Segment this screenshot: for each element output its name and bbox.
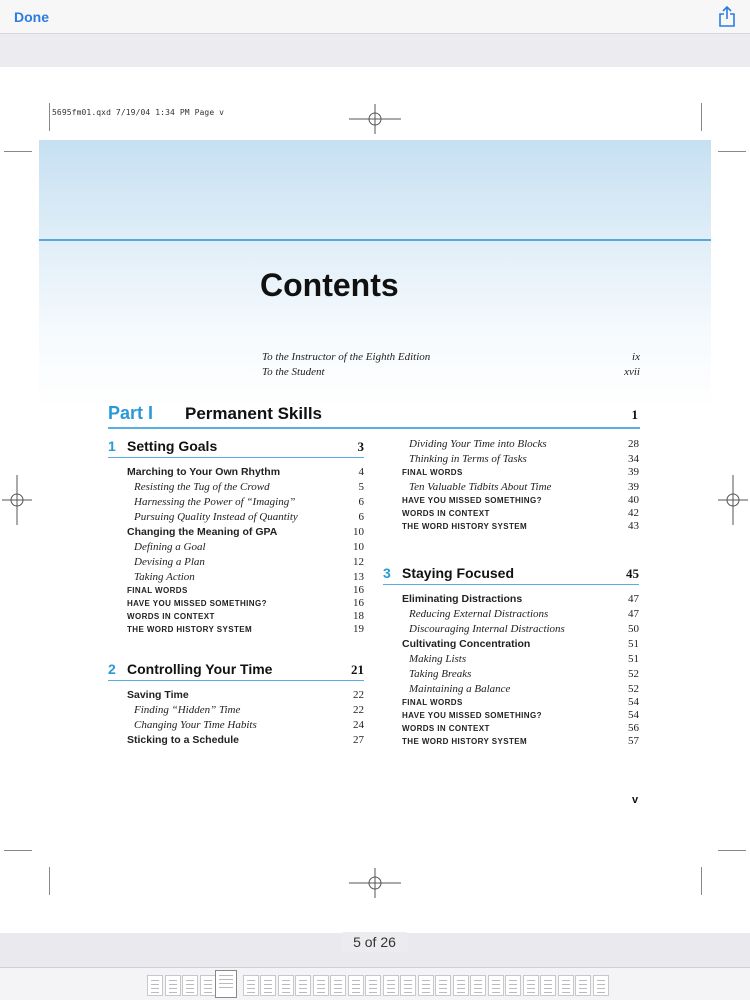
page-thumbnail[interactable] bbox=[383, 975, 399, 996]
share-icon[interactable] bbox=[718, 6, 736, 28]
chapter-entry-list bbox=[402, 437, 639, 534]
toc-entry-label: THE WORD HISTORY SYSTEM bbox=[127, 625, 253, 634]
toc-entry bbox=[127, 611, 364, 624]
toc-entry-label: Eliminating Distractions bbox=[402, 593, 523, 605]
chapter-heading bbox=[383, 563, 639, 585]
toc-entry-page: 6 bbox=[358, 511, 364, 523]
page-thumbnail[interactable] bbox=[330, 975, 346, 996]
page-thumbnail[interactable] bbox=[313, 975, 329, 996]
toc-entry bbox=[402, 710, 639, 723]
toc-entry-label: Harnessing the Power of “Imaging” bbox=[134, 496, 296, 508]
front-matter-page: xvii bbox=[624, 366, 640, 378]
crop-mark bbox=[49, 103, 50, 131]
toc-entry bbox=[402, 495, 639, 508]
toc-entry bbox=[127, 495, 364, 510]
chapter-entry-list bbox=[402, 592, 639, 749]
page-thumbnail[interactable] bbox=[295, 975, 311, 996]
toc-entry bbox=[402, 480, 639, 495]
page-title: Contents bbox=[260, 267, 399, 303]
toc-entry bbox=[402, 736, 639, 749]
crop-mark bbox=[701, 867, 702, 895]
toc-entry-page: 57 bbox=[628, 735, 639, 747]
toc-entry-page: 42 bbox=[628, 507, 639, 519]
toc-entry bbox=[402, 521, 639, 534]
toc-entry-page: 4 bbox=[358, 466, 364, 478]
toc-entry bbox=[127, 718, 364, 733]
chapter-entry-list bbox=[127, 688, 364, 748]
toc-entry-label: Defining a Goal bbox=[134, 541, 206, 553]
toc-entry-page: 51 bbox=[628, 653, 639, 665]
toc-entry-label: FINAL WORDS bbox=[127, 586, 188, 595]
chapter-title: Controlling Your Time bbox=[127, 661, 273, 677]
crop-mark bbox=[718, 850, 746, 851]
toc-entry bbox=[402, 592, 639, 607]
toc-entry bbox=[402, 637, 639, 652]
document-page[interactable] bbox=[0, 67, 750, 933]
printer-slug: 5695fm01.qxd 7/19/04 1:34 PM Page v bbox=[52, 108, 225, 117]
chapter-title: Staying Focused bbox=[402, 565, 515, 581]
toc-entry bbox=[402, 607, 639, 622]
crop-mark bbox=[4, 151, 32, 152]
page-folio: v bbox=[632, 794, 639, 806]
toc-entry-page: 39 bbox=[628, 481, 639, 493]
page-thumbnail[interactable] bbox=[365, 975, 381, 996]
toc-entry-label: Devising a Plan bbox=[134, 556, 205, 568]
toc-entry-label: FINAL WORDS bbox=[402, 468, 463, 477]
toc-entry-label: Marching to Your Own Rhythm bbox=[127, 466, 281, 478]
registration-mark-icon bbox=[349, 104, 401, 134]
thumbnail-strip[interactable] bbox=[0, 967, 750, 1000]
front-matter-entry bbox=[262, 366, 640, 378]
toc-entry bbox=[127, 510, 364, 525]
toc-entry bbox=[127, 570, 364, 585]
toc-entry-page: 54 bbox=[628, 709, 639, 721]
toc-entry-page: 13 bbox=[353, 571, 364, 583]
toc-entry-label: HAVE YOU MISSED SOMETHING? bbox=[402, 496, 542, 505]
toc-entry-page: 47 bbox=[628, 593, 639, 605]
chapter-title: Setting Goals bbox=[127, 438, 218, 454]
page-thumbnail[interactable] bbox=[558, 975, 574, 996]
toc-entry-label: Resisting the Tug of the Crowd bbox=[134, 481, 270, 493]
toc-entry-page: 10 bbox=[353, 541, 364, 553]
toc-entry-label: Taking Breaks bbox=[409, 668, 472, 680]
toc-entry bbox=[402, 437, 639, 452]
toc-entry-label: Sticking to a Schedule bbox=[127, 734, 240, 746]
toc-entry-label: WORDS IN CONTEXT bbox=[402, 724, 490, 733]
toc-entry-label: Taking Action bbox=[134, 571, 195, 583]
page-thumbnail[interactable] bbox=[453, 975, 469, 996]
toc-entry-page: 10 bbox=[353, 526, 364, 538]
page-thumbnail[interactable] bbox=[200, 975, 216, 996]
registration-mark-icon bbox=[2, 475, 32, 525]
chapter-number: 3 bbox=[383, 565, 391, 581]
toc-entry-label: Making Lists bbox=[409, 653, 467, 665]
toc-entry bbox=[127, 555, 364, 570]
toc-entry-label: Changing the Meaning of GPA bbox=[127, 526, 278, 538]
banner-rule bbox=[39, 239, 711, 241]
chapter-page: 3 bbox=[357, 439, 364, 454]
toc-entry-label: WORDS IN CONTEXT bbox=[402, 509, 490, 518]
registration-mark-icon bbox=[349, 868, 401, 898]
front-matter-entry bbox=[262, 351, 640, 363]
page-thumbnail[interactable] bbox=[575, 975, 591, 996]
page-thumbnail[interactable] bbox=[593, 975, 609, 996]
page-thumbnail[interactable] bbox=[523, 975, 539, 996]
toc-entry-page: 50 bbox=[628, 623, 639, 635]
toc-entry bbox=[402, 452, 639, 467]
toc-entry-label: THE WORD HISTORY SYSTEM bbox=[402, 522, 528, 531]
chapter-number: 2 bbox=[108, 661, 116, 677]
part-title: Permanent Skills bbox=[185, 404, 323, 423]
toc-entry bbox=[127, 688, 364, 703]
toc-entry-label: Cultivating Concentration bbox=[402, 638, 531, 650]
toc-entry bbox=[127, 480, 364, 495]
toc-entry-page: 47 bbox=[628, 608, 639, 620]
toc-entry-label: Reducing External Distractions bbox=[409, 608, 549, 620]
toc-entry-page: 39 bbox=[628, 466, 639, 478]
toc-entry-page: 24 bbox=[353, 719, 364, 731]
part-page: 1 bbox=[631, 407, 638, 422]
toc-entry-label: Changing Your Time Habits bbox=[134, 719, 257, 731]
crop-mark bbox=[49, 867, 50, 895]
toc-entry bbox=[402, 682, 639, 697]
page-thumbnail[interactable] bbox=[165, 975, 181, 996]
page-thumbnail[interactable] bbox=[147, 975, 163, 996]
toc-entry-label: Saving Time bbox=[127, 689, 189, 701]
toc-entry-page: 52 bbox=[628, 683, 639, 695]
toc-entry bbox=[402, 652, 639, 667]
toc-entry-label: Thinking in Terms of Tasks bbox=[409, 453, 527, 465]
toc-entry bbox=[402, 622, 639, 637]
page-thumbnail[interactable] bbox=[400, 975, 416, 996]
front-matter-label: To the Student bbox=[262, 366, 325, 378]
viewer-background bbox=[0, 34, 750, 67]
toc-entry-page: 5 bbox=[358, 481, 364, 493]
toc-entry bbox=[402, 667, 639, 682]
toc-entry-label: FINAL WORDS bbox=[402, 698, 463, 707]
front-matter-page: ix bbox=[632, 351, 640, 363]
page-thumbnail[interactable] bbox=[215, 970, 237, 998]
front-matter-label: To the Instructor of the Eighth Edition bbox=[262, 351, 431, 363]
chapter-page: 21 bbox=[351, 662, 364, 677]
page-thumbnail[interactable] bbox=[182, 975, 198, 996]
toc-entry-label: WORDS IN CONTEXT bbox=[127, 612, 215, 621]
chapter-number: 1 bbox=[108, 438, 116, 454]
toc-entry-label: Finding “Hidden” Time bbox=[134, 704, 241, 716]
toc-entry-page: 34 bbox=[628, 453, 639, 465]
toc-entry bbox=[402, 697, 639, 710]
toc-entry-page: 6 bbox=[358, 496, 364, 508]
chapter-heading bbox=[108, 436, 364, 458]
page-thumbnail[interactable] bbox=[540, 975, 556, 996]
toc-entry-page: 16 bbox=[353, 584, 364, 596]
toc-entry-label: Discouraging Internal Distractions bbox=[409, 623, 565, 635]
toc-entry-page: 51 bbox=[628, 638, 639, 650]
toc-entry bbox=[127, 585, 364, 598]
crop-mark bbox=[4, 850, 32, 851]
toc-entry-page: 18 bbox=[353, 610, 364, 622]
page-thumbnail[interactable] bbox=[243, 975, 259, 996]
toc-entry bbox=[127, 540, 364, 555]
toc-entry bbox=[402, 508, 639, 521]
toc-entry bbox=[127, 465, 364, 480]
page-thumbnail[interactable] bbox=[470, 975, 486, 996]
page-thumbnail[interactable] bbox=[505, 975, 521, 996]
chapter-entry-list bbox=[127, 465, 364, 637]
registration-mark-icon bbox=[718, 475, 748, 525]
page-thumbnail[interactable] bbox=[260, 975, 276, 996]
page-thumbnail[interactable] bbox=[418, 975, 434, 996]
toc-entry-page: 22 bbox=[353, 704, 364, 716]
toc-entry-page: 54 bbox=[628, 696, 639, 708]
toc-entry bbox=[127, 624, 364, 637]
page-counter: 5 of 26 bbox=[341, 932, 408, 952]
toc-entry-page: 12 bbox=[353, 556, 364, 568]
toc-entry bbox=[127, 598, 364, 611]
toc-entry-label: THE WORD HISTORY SYSTEM bbox=[402, 737, 528, 746]
toc-entry bbox=[402, 467, 639, 480]
navigation-bar bbox=[0, 0, 750, 34]
toc-entry-page: 40 bbox=[628, 494, 639, 506]
toc-entry-page: 43 bbox=[628, 520, 639, 532]
toc-entry-page: 56 bbox=[628, 722, 639, 734]
crop-mark bbox=[701, 103, 702, 131]
part-label: Part I bbox=[108, 403, 154, 423]
toc-entry-label: Maintaining a Balance bbox=[409, 683, 511, 695]
page-thumbnail[interactable] bbox=[488, 975, 504, 996]
toc-entry-label: Pursuing Quality Instead of Quantity bbox=[134, 511, 298, 523]
toc-entry-page: 16 bbox=[353, 597, 364, 609]
crop-mark bbox=[718, 151, 746, 152]
toc-entry-label: HAVE YOU MISSED SOMETHING? bbox=[402, 711, 542, 720]
toc-entry bbox=[402, 723, 639, 736]
toc-entry bbox=[127, 525, 364, 540]
toc-entry-label: Ten Valuable Tidbits About Time bbox=[409, 481, 552, 493]
toc-entry-label: HAVE YOU MISSED SOMETHING? bbox=[127, 599, 267, 608]
toc-entry-label: Dividing Your Time into Blocks bbox=[409, 438, 547, 450]
page-thumbnail[interactable] bbox=[278, 975, 294, 996]
toc-entry-page: 28 bbox=[628, 438, 639, 450]
toc-entry-page: 19 bbox=[353, 623, 364, 635]
toc-entry-page: 27 bbox=[353, 734, 364, 746]
part-heading bbox=[108, 403, 640, 429]
toc-entry-page: 22 bbox=[353, 689, 364, 701]
page-thumbnail[interactable] bbox=[348, 975, 364, 996]
toc-entry bbox=[127, 703, 364, 718]
chapter-heading bbox=[108, 659, 364, 681]
chapter-page: 45 bbox=[626, 566, 639, 581]
toc-entry-page: 52 bbox=[628, 668, 639, 680]
toc-entry bbox=[127, 733, 364, 748]
done-button[interactable]: Done bbox=[14, 9, 49, 25]
page-thumbnail[interactable] bbox=[435, 975, 451, 996]
